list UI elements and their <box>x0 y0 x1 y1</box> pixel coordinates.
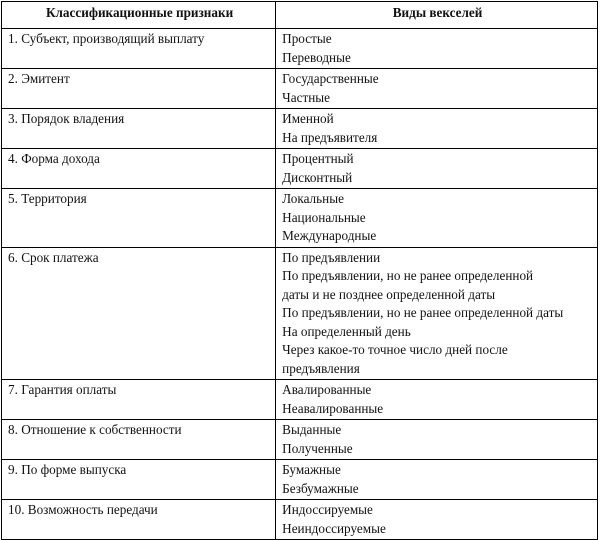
bill-type-line: По предъявлении <box>282 249 381 265</box>
bill-type-line: Неиндоссируемые <box>282 520 386 536</box>
bill-types-cell <box>276 149 598 189</box>
table-row <box>2 189 598 248</box>
header-criteria: Классификационные признаки <box>2 2 276 29</box>
bill-type-line: Национальные <box>282 209 366 225</box>
table-body <box>2 29 598 540</box>
criterion-cell: 9. По форме выпуска <box>2 460 276 500</box>
bill-type-line: По предъявлении, но не ранее определенной <box>282 268 534 283</box>
bill-type-line: Неавалированные <box>282 400 384 416</box>
criterion-cell: 4. Форма дохода <box>2 149 276 189</box>
bill-classification-table <box>1 1 598 540</box>
bill-types-cell <box>276 29 598 69</box>
bill-type-line: Частные <box>282 89 330 105</box>
bill-types-cell <box>276 189 598 248</box>
bill-type-line: предъявления <box>282 360 360 376</box>
criterion-cell: 6. Срок платежа <box>2 247 276 380</box>
bill-type-line: Дисконтный <box>282 169 353 185</box>
bill-type-line: Простые <box>282 31 332 46</box>
table-row <box>2 69 598 109</box>
bill-type-line: Переводные <box>282 49 351 65</box>
table-row <box>2 420 598 460</box>
bill-type-line: На предъявителя <box>282 129 378 145</box>
bill-type-line: Процентный <box>282 151 354 166</box>
bill-type-line: Через какое-то точное число дней после <box>282 342 508 357</box>
bill-type-line: Безбумажные <box>282 480 359 496</box>
bill-types-cell <box>276 69 598 109</box>
header-bill-types: Виды векселей <box>276 2 598 29</box>
table-row <box>2 380 598 420</box>
criterion-cell: 8. Отношение к собственности <box>2 420 276 460</box>
criterion-cell: 3. Порядок владения <box>2 109 276 149</box>
table-header-row <box>2 2 598 29</box>
table-row <box>2 247 598 380</box>
table-row <box>2 149 598 189</box>
bill-types-cell <box>276 109 598 149</box>
bill-type-line: Авалированные <box>282 382 372 397</box>
bill-type-line: Индоссируемые <box>282 502 373 517</box>
bill-types-cell <box>276 247 598 380</box>
bill-types-cell <box>276 380 598 420</box>
bill-type-line: По предъявлении, но не ранее определенной даты <box>282 305 564 320</box>
bill-type-line: Полученные <box>282 440 353 456</box>
table-row <box>2 460 598 500</box>
bill-type-line: Международные <box>282 228 377 243</box>
bill-types-cell <box>276 460 598 500</box>
bill-type-line: даты и не позднее определенной даты <box>282 286 496 302</box>
criterion-cell: 7. Гарантия оплаты <box>2 380 276 420</box>
bill-type-line: Именной <box>282 111 334 126</box>
criterion-cell: 2. Эмитент <box>2 69 276 109</box>
bill-type-line: Выданные <box>282 422 342 437</box>
bill-type-line: На определенный день <box>282 323 411 339</box>
table-row <box>2 29 598 69</box>
bill-type-line: Локальные <box>282 191 344 206</box>
criterion-cell: 10. Возможность передачи <box>2 500 276 540</box>
table-row <box>2 500 598 540</box>
criterion-cell: 1. Субъект, производящий выплату <box>2 29 276 69</box>
bill-types-cell <box>276 420 598 460</box>
table-row <box>2 109 598 149</box>
bill-type-line: Государственные <box>282 71 379 86</box>
criterion-cell: 5. Территория <box>2 189 276 248</box>
bill-types-cell <box>276 500 598 540</box>
bill-type-line: Бумажные <box>282 462 341 477</box>
